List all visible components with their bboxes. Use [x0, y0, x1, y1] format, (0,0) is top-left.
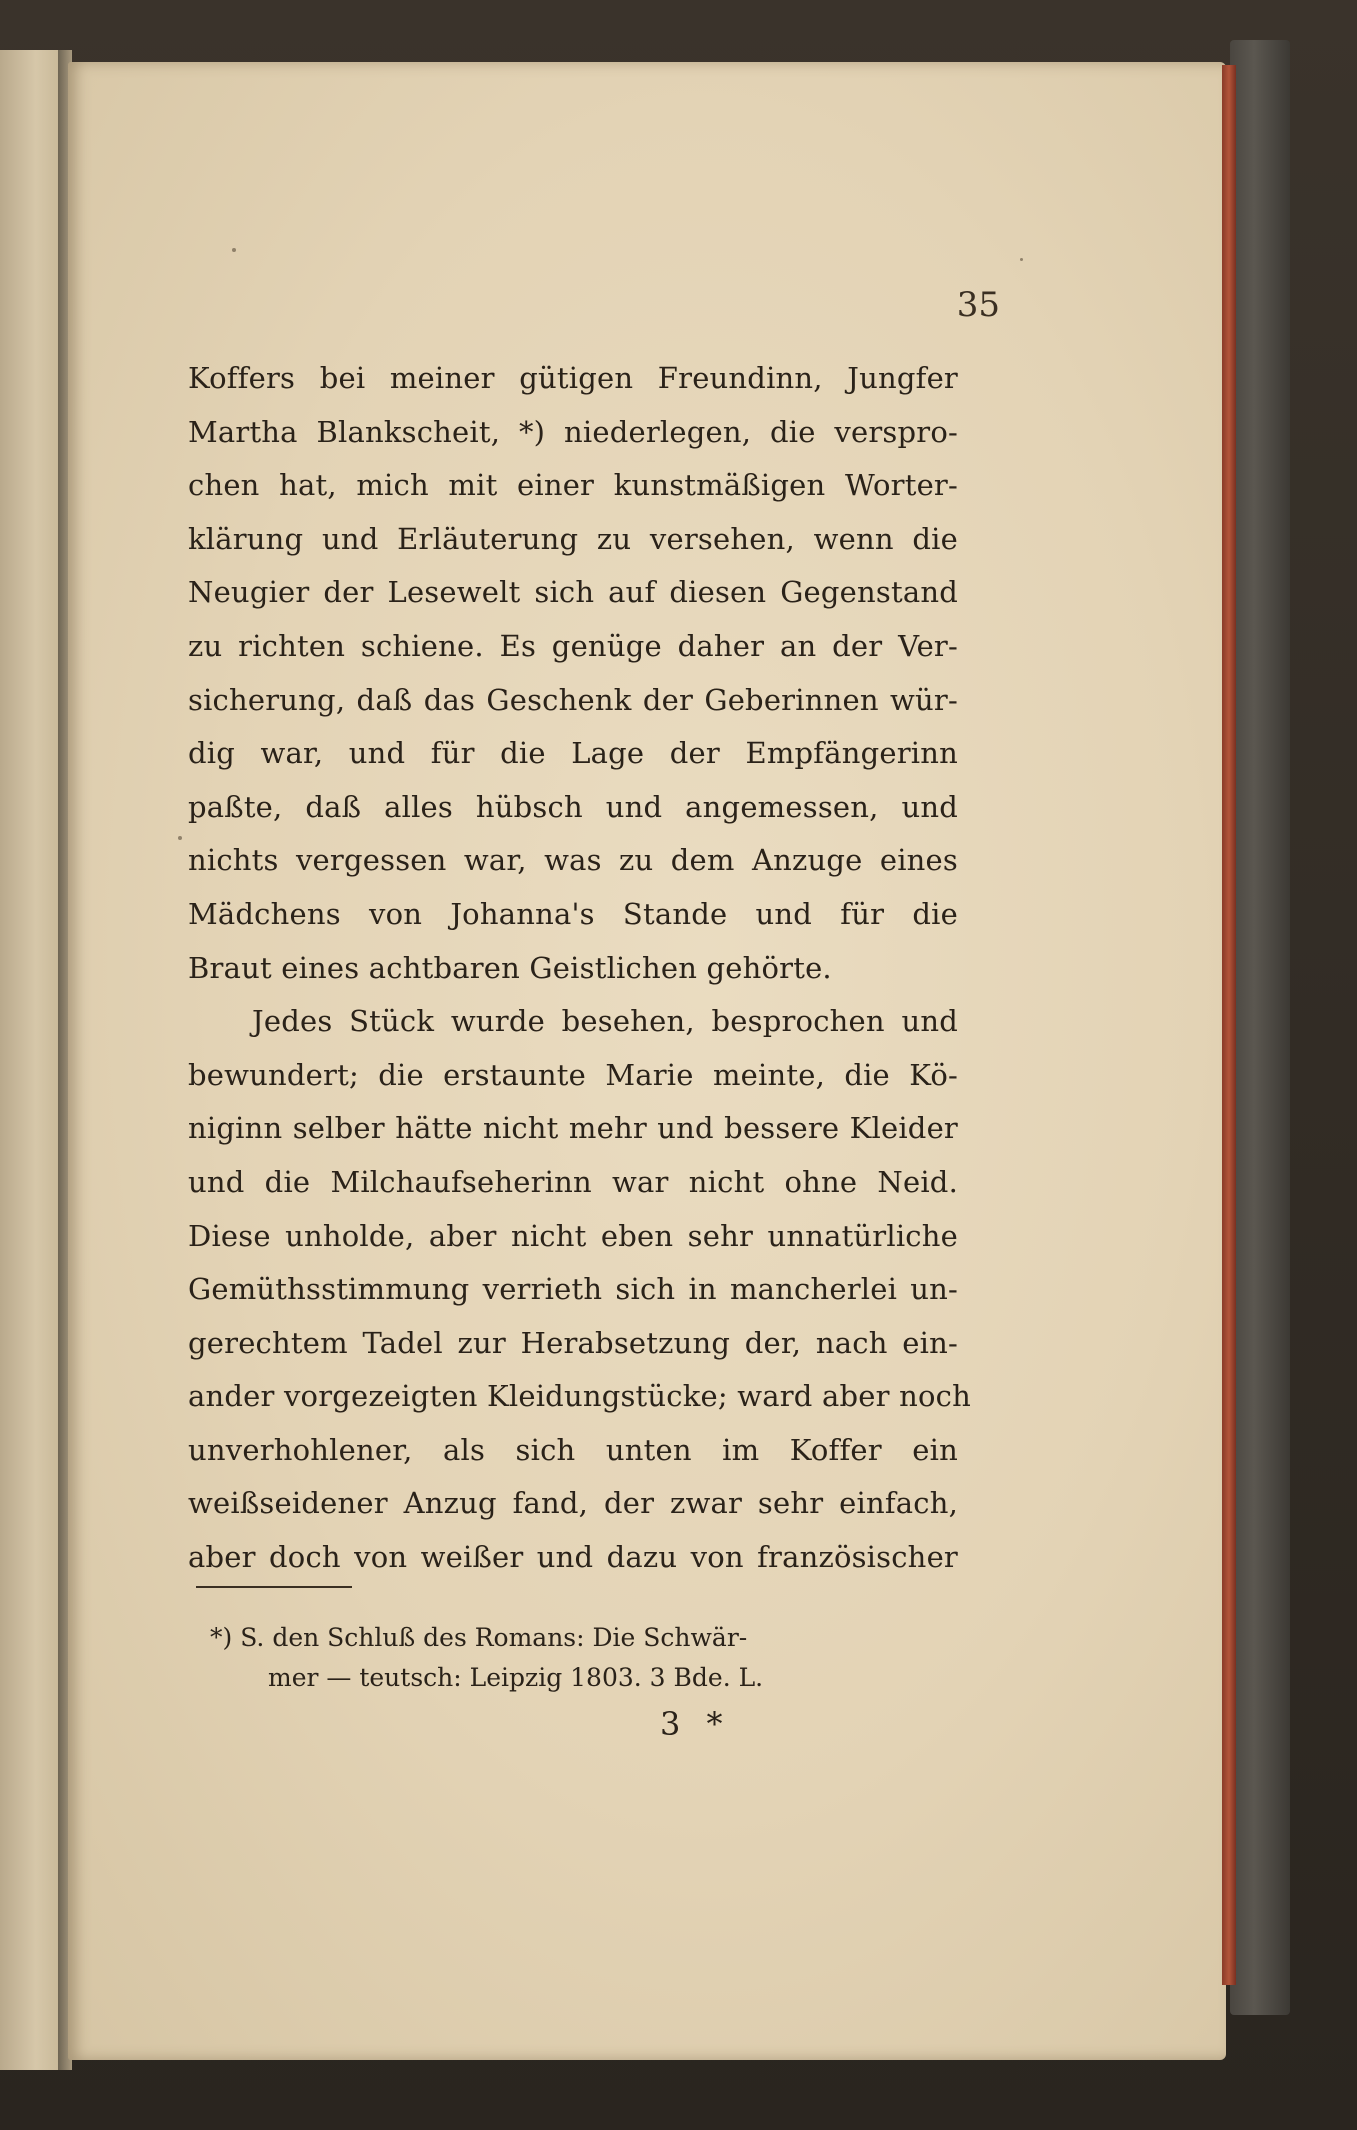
text-line: aber doch von weißer und dazu von französischer	[188, 1540, 958, 1575]
paper-speck	[232, 248, 236, 252]
text-line: sicherung, daß das Geschenk der Geberinnen wür-	[188, 682, 958, 717]
text-line: gerechtem Tadel zur Herabsetzung der, nach ein-	[188, 1325, 958, 1360]
text-line: weißseidener Anzug fand, der zwar sehr einfach,	[188, 1486, 958, 1521]
signature-mark: 3 *	[660, 1705, 731, 1743]
text-line: und die Milchaufseherinn war nicht ohne Neid.	[188, 1164, 958, 1199]
text-line: unverhohlener, als sich unten im Koffer ein	[188, 1432, 958, 1467]
text-line: zu richten schiene. Es genüge daher an der Ver-	[188, 628, 958, 663]
page-red-edge	[1222, 65, 1236, 1985]
text-line: niginn selber hätte nicht mehr und bessere Kleider	[188, 1111, 958, 1146]
text-line: Mädchens von Johanna's Stande und für die	[188, 896, 958, 931]
page-number: 35	[956, 285, 1000, 325]
book-cover-edge	[1230, 40, 1290, 2015]
text-line: Martha Blankscheit, *) niederlegen, die verspro-	[188, 414, 958, 449]
paragraph-start-line: Jedes Stück wurde besehen, besprochen und	[252, 1004, 958, 1039]
paper-speck	[178, 836, 182, 840]
text-line: paßte, daß alles hübsch und angemessen, und	[188, 789, 958, 824]
paper-speck	[1020, 258, 1023, 261]
text-line: Koffers bei meiner gütigen Freundinn, Jungfer	[188, 361, 958, 395]
text-line: klärung und Erläuterung zu versehen, wenn die	[188, 521, 958, 556]
text-line: Braut eines achtbaren Geistlichen gehörte.	[188, 950, 832, 985]
text-line: Diese unholde, aber nicht eben sehr unnatürliche	[188, 1218, 958, 1253]
text-line: bewundert; die erstaunte Marie meinte, die Kö-	[188, 1057, 958, 1092]
body-text	[188, 352, 971, 1585]
text-line: chen hat, mich mit einer kunstmäßigen Worter-	[188, 468, 958, 503]
footnote	[210, 1618, 960, 1698]
footnote-divider	[196, 1586, 352, 1588]
previous-page-edge	[0, 50, 60, 2070]
footnote-line: mer — teutsch: Leipzig 1803. 3 Bde. L.	[268, 1663, 764, 1692]
text-line: Neugier der Lesewelt sich auf diesen Gegenstand	[188, 575, 958, 610]
text-line: ander vorgezeigten Kleidungstücke; ward aber noch	[188, 1379, 971, 1414]
text-line: Gemüthsstimmung verrieth sich in mancherlei un-	[188, 1272, 958, 1307]
text-line: nichts vergessen war, was zu dem Anzuge eines	[188, 843, 958, 878]
footnote-line: *) S. den Schluß des Romans: Die Schwär-	[210, 1623, 748, 1652]
text-line: dig war, und für die Lage der Empfängerinn	[188, 736, 958, 771]
